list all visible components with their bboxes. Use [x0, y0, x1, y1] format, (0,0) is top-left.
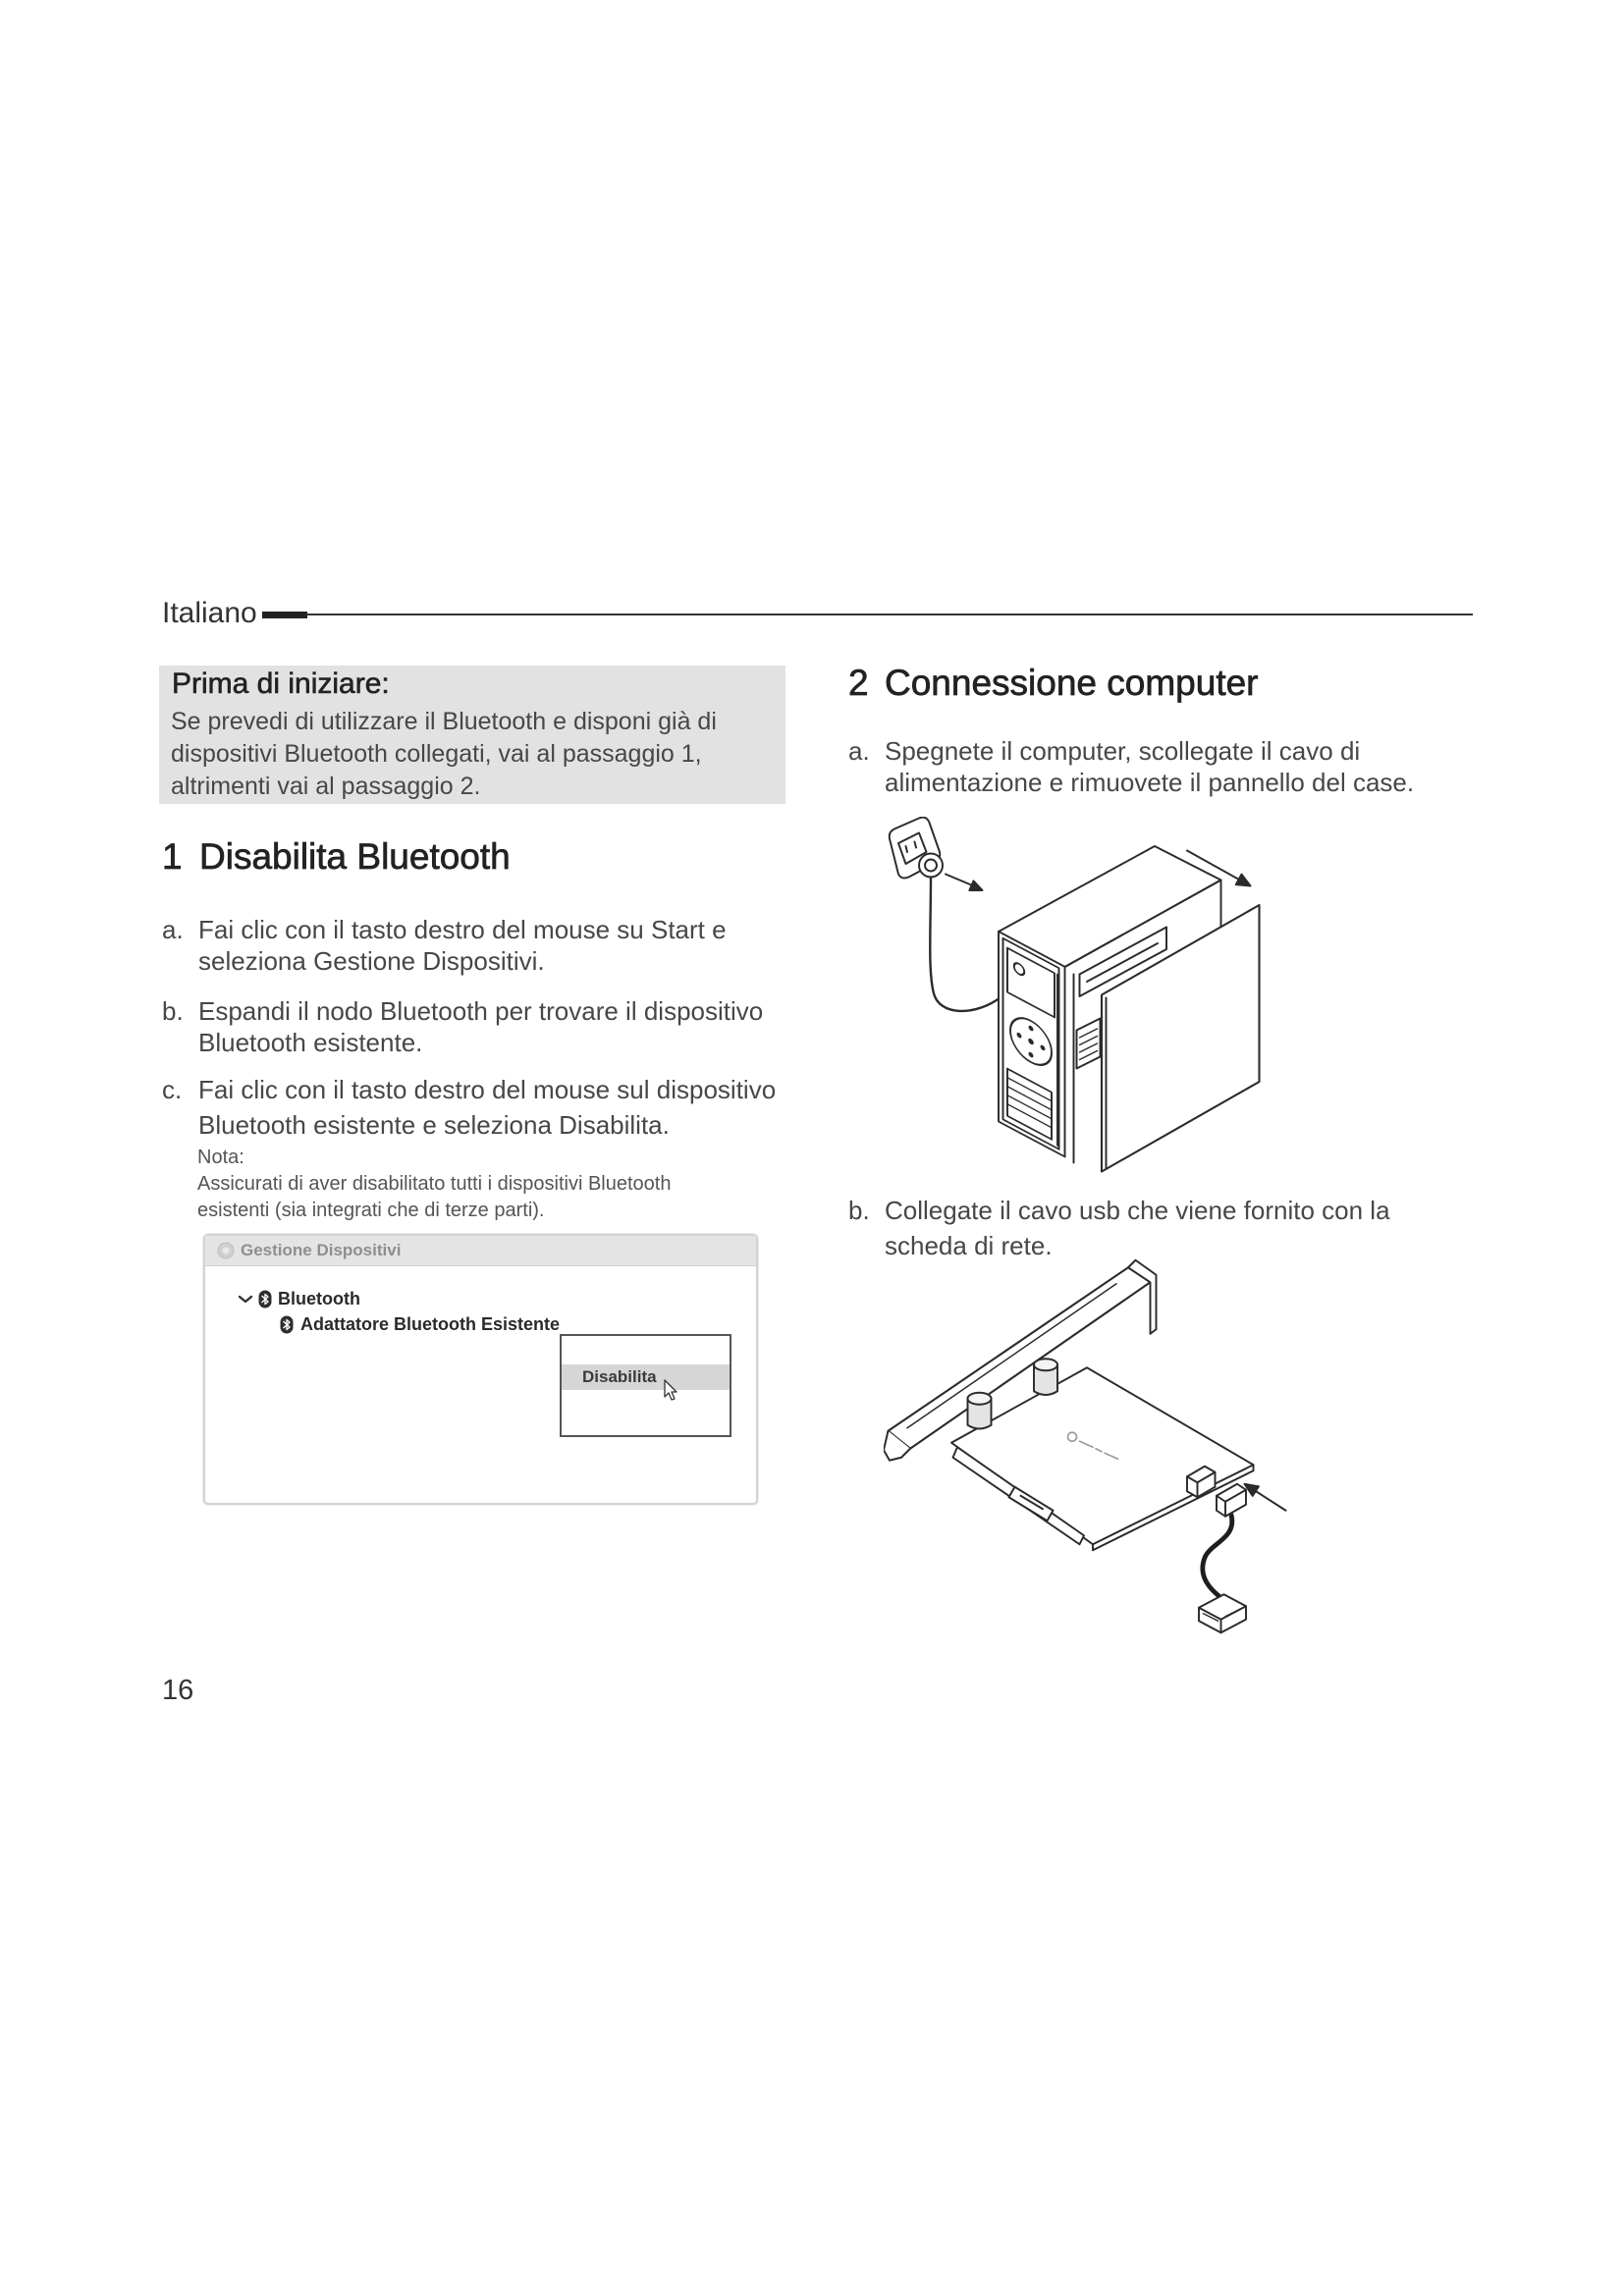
- note-text: [197, 1171, 671, 1224]
- fan-screw: [1030, 1026, 1033, 1031]
- step-line: scheda di rete.: [885, 1231, 1053, 1260]
- antenna-connector-top: [1034, 1359, 1057, 1370]
- side-panel: [1102, 905, 1260, 1172]
- step-line: alimentazione e rimuovete il pannello del case.: [885, 768, 1415, 797]
- section-1-title: Disabilita Bluetooth: [199, 836, 511, 877]
- bluetooth-icon: [258, 1290, 272, 1308]
- tree-category-bluetooth: Bluetooth: [278, 1289, 360, 1308]
- step-line: Spegnete il computer, scollegate il cavo di: [885, 736, 1361, 766]
- note-line: esistenti (sia integrati che di terze parti).: [197, 1200, 545, 1221]
- usb-cable: [1203, 1515, 1232, 1599]
- section-2-title: Connessione computer: [885, 663, 1259, 703]
- context-menu-item-label: Disabilita: [582, 1367, 657, 1386]
- language-label: Italiano: [162, 597, 257, 629]
- fan-screw: [1030, 1052, 1033, 1057]
- computer-case-illustration: [881, 817, 1264, 1176]
- header-rule-accent: [262, 612, 307, 618]
- pcb-board: [951, 1367, 1254, 1544]
- network-card-illustration: [884, 1258, 1296, 1634]
- remove-panel-arrow-head: [1236, 875, 1251, 886]
- fan-screw: [1042, 1045, 1045, 1050]
- context-menu: [560, 1334, 731, 1437]
- step-text: [885, 1193, 1390, 1263]
- section-2-number: 2: [848, 663, 869, 703]
- window-title: Gestione Dispositivi: [241, 1241, 402, 1259]
- mouse-cursor-icon: [664, 1379, 679, 1403]
- device-manager-icon-inner: [223, 1248, 230, 1255]
- device-manager-icon: [216, 1241, 236, 1260]
- antenna-connector: [968, 1393, 992, 1429]
- intro-line: dispositivi Bluetooth collegati, vai al passaggio 1,: [171, 740, 702, 768]
- tree-device-adapter: Adattatore Bluetooth Esistente: [300, 1314, 561, 1334]
- step-line: Fai clic con il tasto destro del mouse su Start e: [198, 915, 727, 944]
- intro-line: altrimenti vai al passaggio 2.: [171, 773, 481, 800]
- unplug-arrow-head: [969, 881, 982, 890]
- page-number: 16: [162, 1675, 194, 1706]
- step-line: seleziona Gestione Dispositivi.: [198, 946, 545, 976]
- before-you-start-text: [171, 706, 717, 803]
- step-line: Espandi il nodo Bluetooth per trovare il dispositivo: [198, 996, 764, 1026]
- step-text: [198, 1072, 776, 1143]
- chevron-stroke: [240, 1297, 251, 1302]
- intro-line: Se prevedi di utilizzare il Bluetooth e disponi già di: [171, 708, 717, 735]
- step-line: Collegate il cavo usb che viene fornito con la: [885, 1196, 1390, 1225]
- step-text: [198, 995, 763, 1058]
- antenna-connector-top: [968, 1393, 992, 1405]
- fan-screw: [1018, 1033, 1021, 1038]
- connect-arrow-line: [1255, 1491, 1286, 1511]
- mouse-cursor-shape: [665, 1380, 677, 1400]
- device-manager-screenshot: [203, 1234, 758, 1505]
- step-marker: c.: [162, 1075, 183, 1104]
- bracket-top-tab: [1128, 1260, 1157, 1334]
- step-text: [198, 914, 727, 977]
- bluetooth-icon: [280, 1315, 294, 1334]
- step-marker: a.: [162, 915, 184, 944]
- power-plug: [919, 854, 943, 878]
- unplug-arrow-line: [946, 875, 974, 886]
- step-line: Bluetooth esistente.: [198, 1028, 423, 1057]
- note-label: Nota:: [197, 1147, 244, 1168]
- section-1-number: 1: [162, 836, 183, 877]
- before-you-start-title: Prima di iniziare:: [172, 667, 390, 700]
- step-text: [885, 735, 1414, 798]
- step-marker: b.: [848, 1196, 870, 1225]
- note-line: Assicurati di aver disabilitato tutti i dispositivi Bluetooth: [197, 1173, 672, 1195]
- step-line: Fai clic con il tasto destro del mouse sul dispositivo: [198, 1075, 777, 1104]
- chevron-down-icon: [238, 1291, 253, 1307]
- step-marker: b.: [162, 996, 184, 1026]
- usb-connector: [1199, 1594, 1246, 1632]
- antenna-connector: [1034, 1359, 1057, 1395]
- step-marker: a.: [848, 736, 870, 766]
- step-line: Bluetooth esistente e seleziona Disabilita.: [198, 1110, 670, 1140]
- usb-cable-plug: [1217, 1484, 1246, 1517]
- case-back-panel-group: [999, 932, 1065, 1156]
- header-rule: [306, 614, 1473, 615]
